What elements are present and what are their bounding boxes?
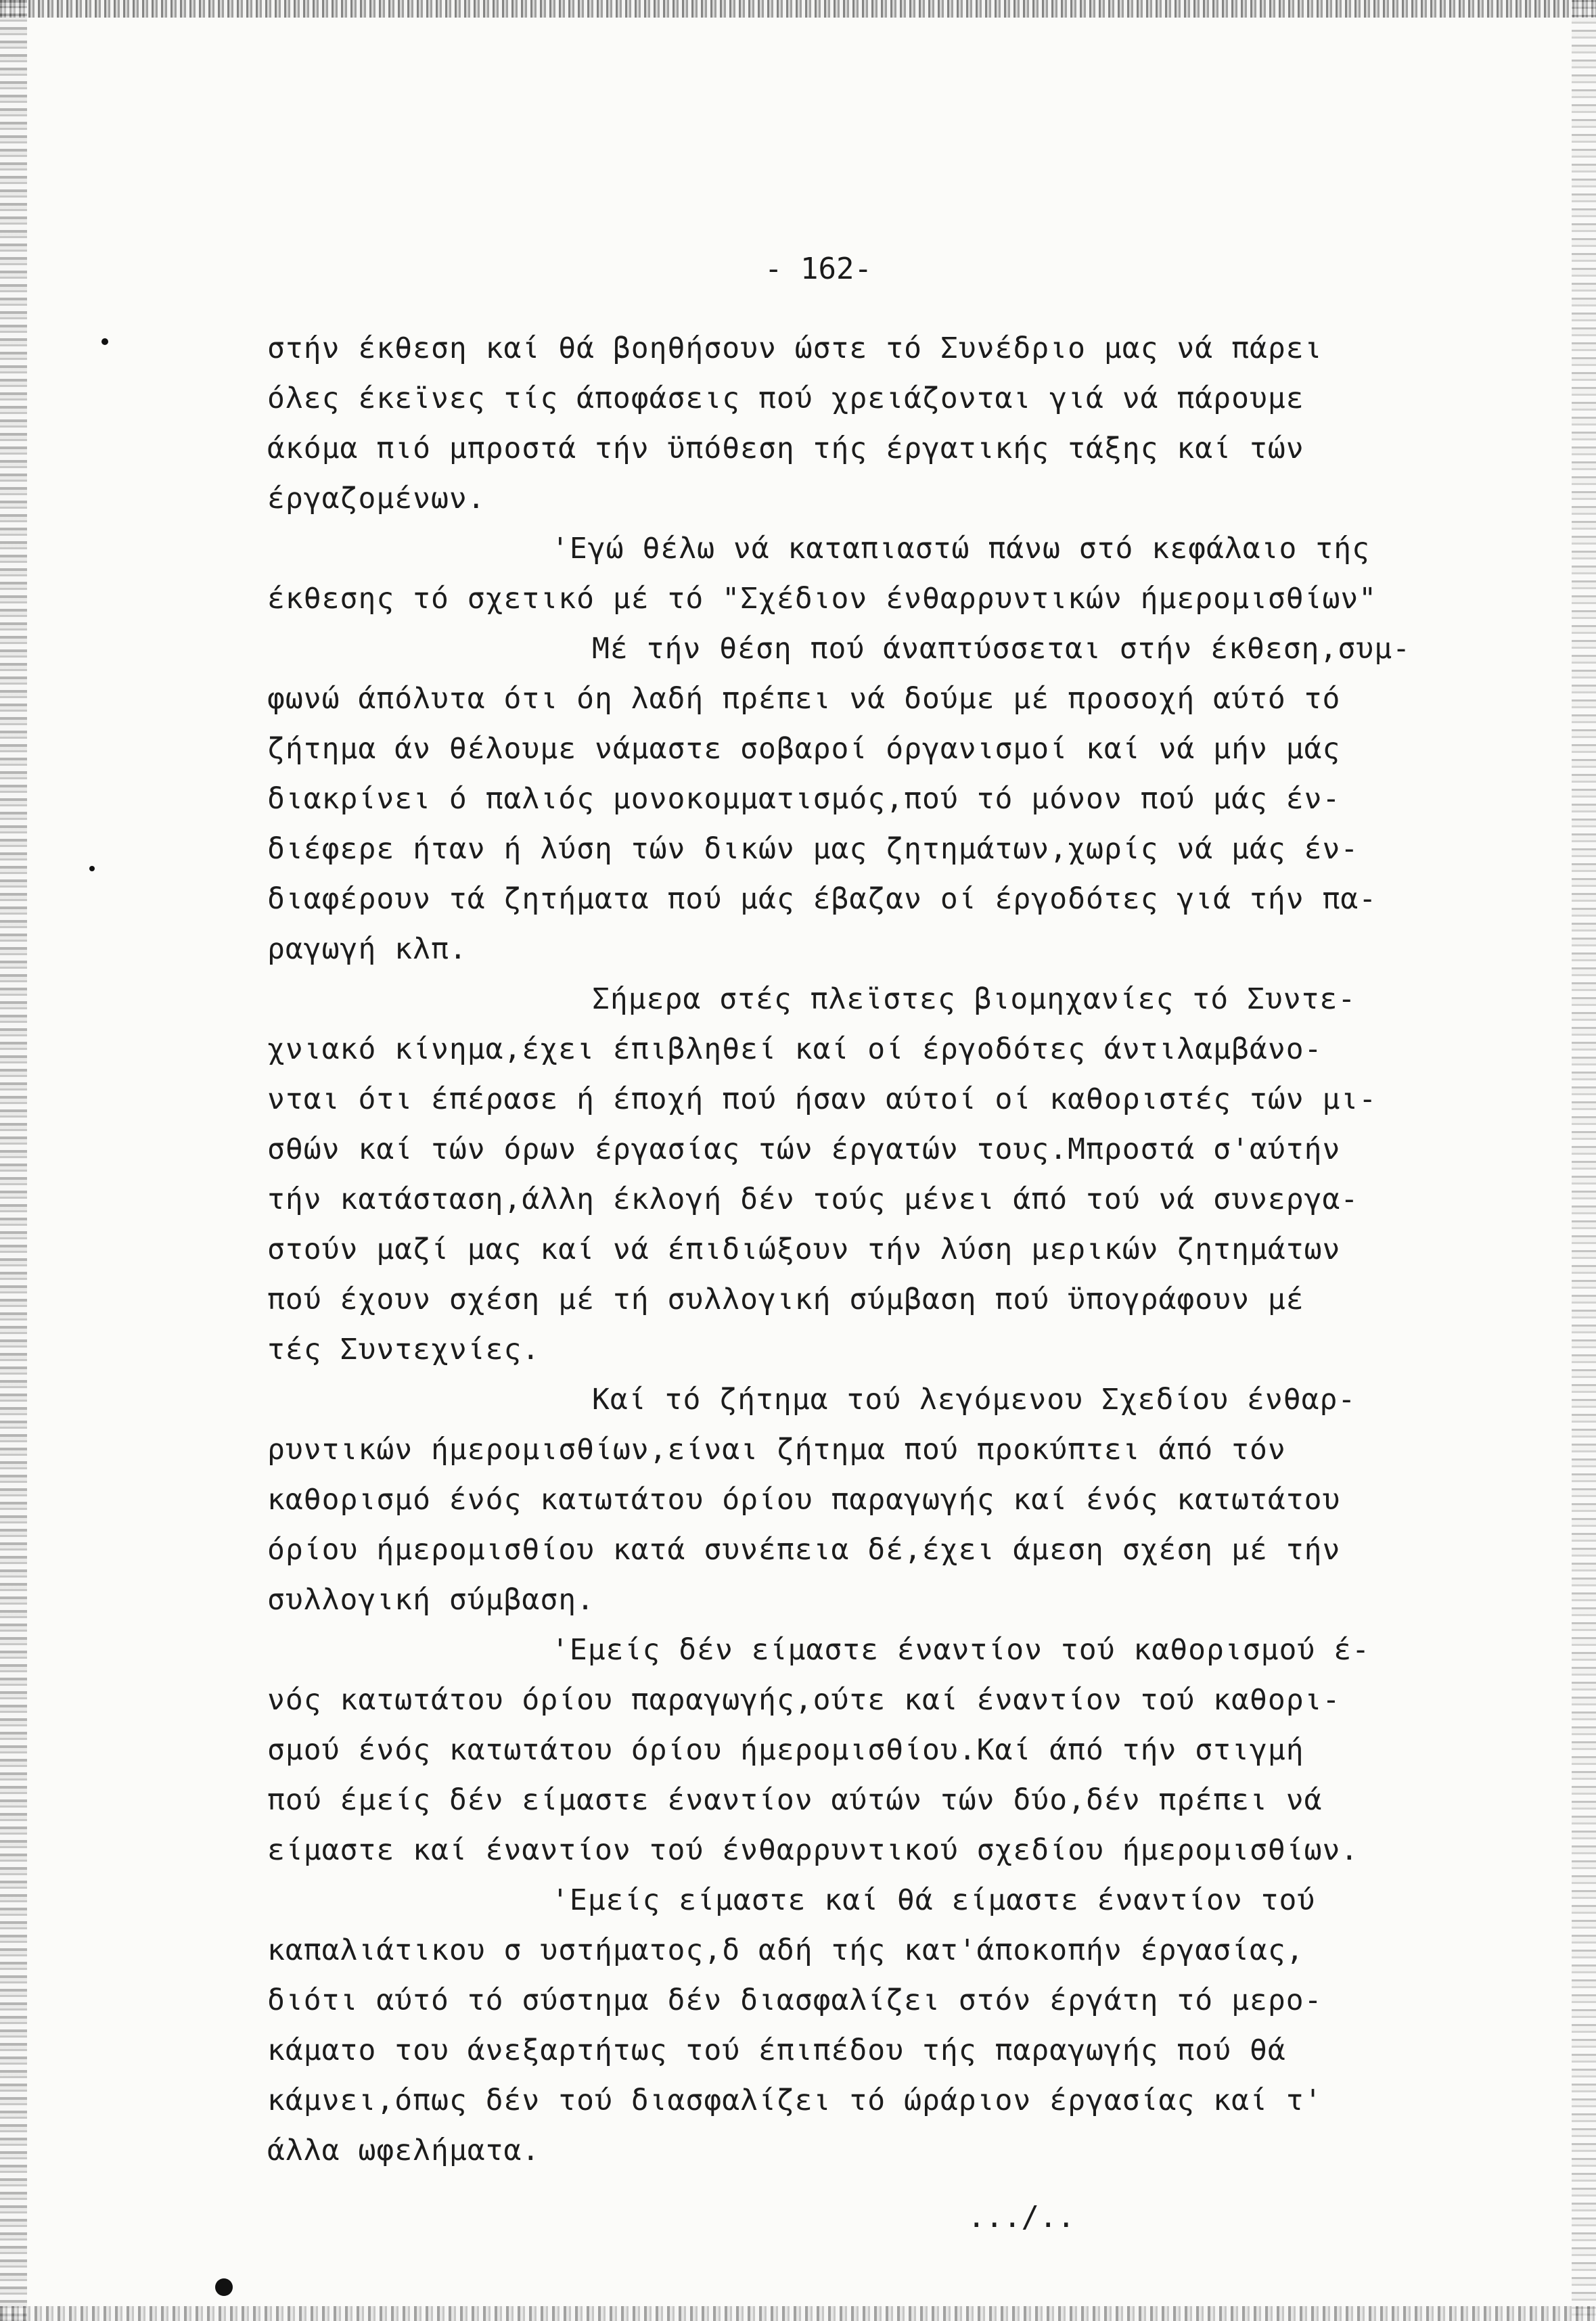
text-line: στήν έκθεση καί θά βοηθήσουν ώστε τό Συνέδριο μας νά πάρει <box>267 331 1323 365</box>
text-line: Καί τό ζήτημα τού λεγόμενου Σχεδίου ένθαρ- <box>592 1383 1356 1417</box>
text-line: τήν κατάσταση,άλλη έκλογή δέν τούς μένει άπό τού νά συνεργα- <box>267 1182 1359 1216</box>
text-line: τές Συντεχνίες. <box>267 1333 541 1366</box>
text-line: διαφέρουν τά ζητήματα πού μάς έβαζαν οί έργοδότες γιά τήν πα- <box>267 882 1377 916</box>
text-line: πού έχουν σχέση μέ τή συλλογική σύμβαση πού ϋπογράφουν μέ <box>267 1283 1304 1316</box>
text-line: σμού ένός κατωτάτου όρίου ήμερομισθίου.Καί άπό τήν στιγμή <box>267 1733 1304 1767</box>
text-line: Σήμερα στές πλεϊστες βιομηχανίες τό Συντε- <box>592 982 1356 1016</box>
body-text <box>267 323 1553 2176</box>
text-line: διακρίνει ό παλιός μονοκομματισμός,πού τό μόνον πού μάς έν- <box>267 782 1341 816</box>
text-line: έκθεσης τό σχετικό μέ τό "Σχέδιον ένθαρρυντικών ήμερομισθίων" <box>267 582 1377 616</box>
text-line: 'Εγώ θέλω νά καταπιαστώ πάνω στό κεφάλαιο τής <box>551 532 1370 566</box>
text-line: ζήτημα άν θέλουμε νάμαστε σοβαροί όργανισμοί καί νά μήν μάς <box>267 732 1341 766</box>
scan-edge-bottom <box>0 2306 1596 2321</box>
scan-speck <box>101 338 108 345</box>
scan-blot <box>215 2278 233 2296</box>
text-line: καθορισμό ένός κατωτάτου όρίου παραγωγής καί ένός κατωτάτου <box>267 1483 1341 1517</box>
text-line: 'Εμείς δέν είμαστε έναντίον τού καθορισμού έ- <box>551 1633 1370 1667</box>
text-line: νός κατωτάτου όρίου παραγωγής,ούτε καί έναντίον τού καθορι- <box>267 1683 1341 1717</box>
text-line: νται ότι έπέρασε ή έποχή πού ήσαν αύτοί οί καθοριστές τών μι- <box>267 1082 1377 1116</box>
scan-edge-top <box>0 0 1596 18</box>
text-line: φωνώ άπόλυτα ότι όη λαδή πρέπει νά δούμε μέ προσοχή αύτό τό <box>267 682 1341 716</box>
text-line: όρίου ήμερομισθίου κατά συνέπεια δέ,έχει άμεση σχέση μέ τήν <box>267 1533 1341 1567</box>
text-line: χνιακό κίνημα,έχει έπιβληθεί καί οί έργοδότες άντιλαμβάνο- <box>267 1032 1323 1066</box>
text-line: συλλογική σύμβαση. <box>267 1583 595 1617</box>
text-line: είμαστε καί έναντίον τού ένθαρρυντικού σχεδίου ήμερομισθίων. <box>267 1833 1359 1867</box>
text-line: πού έμείς δέν είμαστε έναντίον αύτών τών δύο,δέν πρέπει νά <box>267 1783 1323 1817</box>
text-line: όλες έκεϊνες τίς άποφάσεις πού χρειάζονται γιά νά πάρουμε <box>267 382 1304 415</box>
text-line: άκόμα πιό μπροστά τήν ϋπόθεση τής έργατικής τάξης καί τών <box>267 432 1304 465</box>
scan-edge-left <box>0 0 27 2321</box>
text-line: άλλα ωφελήματα. <box>267 2134 541 2167</box>
scan-speck <box>89 866 95 871</box>
text-line: Μέ τήν θέση πού άναπτύσσεται στήν έκθεση,συμ- <box>592 632 1411 666</box>
text-line: έργαζομένων. <box>267 482 486 515</box>
text-line: σθών καί τών όρων έργασίας τών έργατών τους.Μπροστά σ'αύτήν <box>267 1132 1341 1166</box>
text-line: κάμνει,όπως δέν τού διασφαλίζει τό ώράριον έργασίας καί τ' <box>267 2084 1323 2117</box>
text-line: διότι αύτό τό σύστημα δέν διασφαλίζει στόν έργάτη τό μερο- <box>267 1983 1323 2017</box>
continuation-mark: .../.. <box>967 2200 1075 2234</box>
text-line: διέφερε ήταν ή λύση τών δικών μας ζητημάτων,χωρίς νά μάς έν- <box>267 832 1359 866</box>
text-line: καπαλιάτικου σ υστήματος,δ αδή τής κατ'άποκοπήν έργασίας, <box>267 1933 1304 1967</box>
scan-edge-right <box>1572 0 1596 2321</box>
text-line: ρυντικών ήμερομισθίων,είναι ζήτημα πού προκύπτει άπό τόν <box>267 1433 1286 1467</box>
text-line: κάματο του άνεξαρτήτως τού έπιπέδου τής παραγωγής πού θά <box>267 2033 1286 2067</box>
text-line: 'Εμείς είμαστε καί θά είμαστε έναντίον τού <box>551 1883 1316 1917</box>
page-number: - 162- <box>765 252 872 286</box>
text-line: στούν μαζί μας καί νά έπιδιώξουν τήν λύση μερικών ζητημάτων <box>267 1233 1341 1266</box>
text-line: ραγωγή κλπ. <box>267 932 468 966</box>
